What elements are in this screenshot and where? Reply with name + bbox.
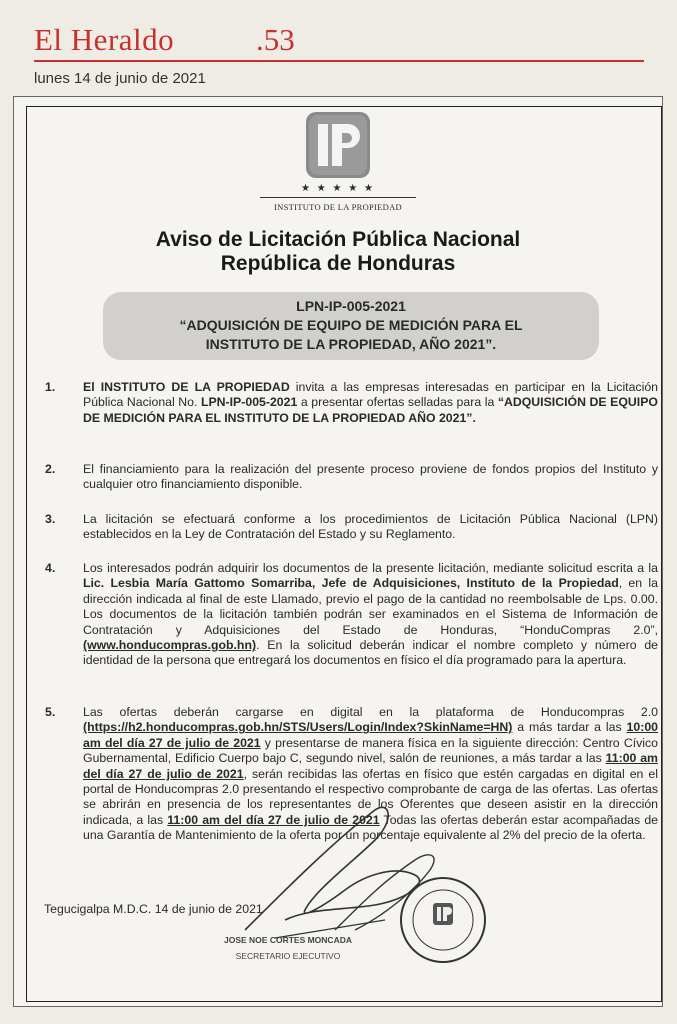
item-number: 2. [45,462,56,476]
signer-name: JOSE NOE CORTES MONCADA [224,935,352,945]
honducompras-link[interactable]: (www.honducompras.gob.hn) [83,638,257,653]
reference-code: LPN-IP-005-2021 [296,298,406,314]
logo-divider [260,197,416,198]
item-number: 1. [45,380,56,394]
item-text: Los interesados podrán adquirir los documentos de la presente licitación, mediante solicitud escrita a la Lic. Lesbia María Gattomo Somarriba, Jefe de Adquisiciones, Instituto de la Propiedad, en la dirección indicada al final de este Llamado, previo el pago de la cantidad no reembolsable de Lps. 0.00. Los documentos de la licitación también podrán ser examinados en el Sistema de Información de Contratación y Adquisiciones del Estado de Honduras, “HonduCompras 2.0”, (www.honducompras.gob.hn). En la solicitud deberán indicar el nombre completo y número de identidad de la persona que entregará los documentos en físico el día programado para la apertura. [83,561,658,668]
signer-title: SECRETARIO EJECUTIVO [235,951,341,961]
place-and-date: Tegucigalpa M.D.C. 14 de junio de 2021 [44,902,263,916]
title-line-1: Aviso de Licitación Pública Nacional [155,228,521,251]
honducompras-login-link[interactable]: (https://h2.honducompras.gob.hn/STS/Users/Login/Index?SkinName=HN) [83,720,513,735]
reference-line-2: “ADQUISICIÓN DE EQUIPO DE MEDICIÓN PARA EL [179,317,523,333]
official-seal-icon [398,875,488,965]
logo-stars: ★ ★ ★ ★ ★ [301,183,375,194]
item-text: El INSTITUTO DE LA PROPIEDAD invita a las empresas interesadas en participar en la Licitación Pública Nacional No. LPN-IP-005-2021 a presentar ofertas selladas para la “ADQUISICIÓN DE EQUIPO DE MEDICIÓN PARA EL INSTITUTO DE LA PROPIEDAD AÑO 2021”. [83,380,658,425]
item-number: 5. [45,705,56,719]
logo-institution-name: INSTITUTO DE LA PROPIEDAD [274,202,402,212]
page-number: .53 [256,22,295,57]
item-number: 3. [45,512,56,526]
item-text: La licitación se efectuará conforme a los procedimientos de Licitación Pública Nacional (LPN) establecidos en la Ley de Contratación del Estado y su Reglamento. [83,512,658,542]
item-text: Las ofertas deberán cargarse en digital en la plataforma de Honducompras 2.0 (https://h2.honducompras.gob.hn/STS/Users/Login/Index?SkinName=HN) a más tardar a las 10:00 am del día 27 de julio de 2021 y presentarse de manera física en la siguiente dirección: Centro Cívico Gubernamental, Edificio Cuerpo bajo C, segundo nivel, salón de reuniones, a más tardar a las 11:00 am del día 27 de julio de 2021, serán recibidas las ofertas en físico que estén cargadas en digital en el portal de Honducompras 2.0 presentando el respectivo comprobante de carga de las ofertas. Las ofertas se abrirán en presencia de los representantes de los Oferentes que deseen asistir en la dirección indicada, a las 11:00 am del día 27 de julio de 2021 Todas las ofertas deberán estar acompañadas de una Garantía de Mantenimiento de la oferta por un porcentaje equivalente al 2% del precio de la oferta. [83,705,659,843]
newspaper-masthead [34,22,644,62]
item-number: 4. [45,561,56,575]
title-line-2: República de Honduras [220,252,456,275]
ip-logo-icon [306,112,370,178]
newspaper-brand: El Heraldo [34,22,175,57]
item-text: El financiamiento para la realización del presente proceso proviene de fondos propios del Instituto y cualquier otro financiamiento disponible. [83,462,658,492]
notice-title [70,228,606,276]
publication-date: lunes 14 de junio de 2021 [34,70,206,87]
reference-line-3: INSTITUTO DE LA PROPIEDAD, AÑO 2021”. [205,336,497,352]
reference-text [103,297,599,354]
masthead-divider [34,60,644,62]
